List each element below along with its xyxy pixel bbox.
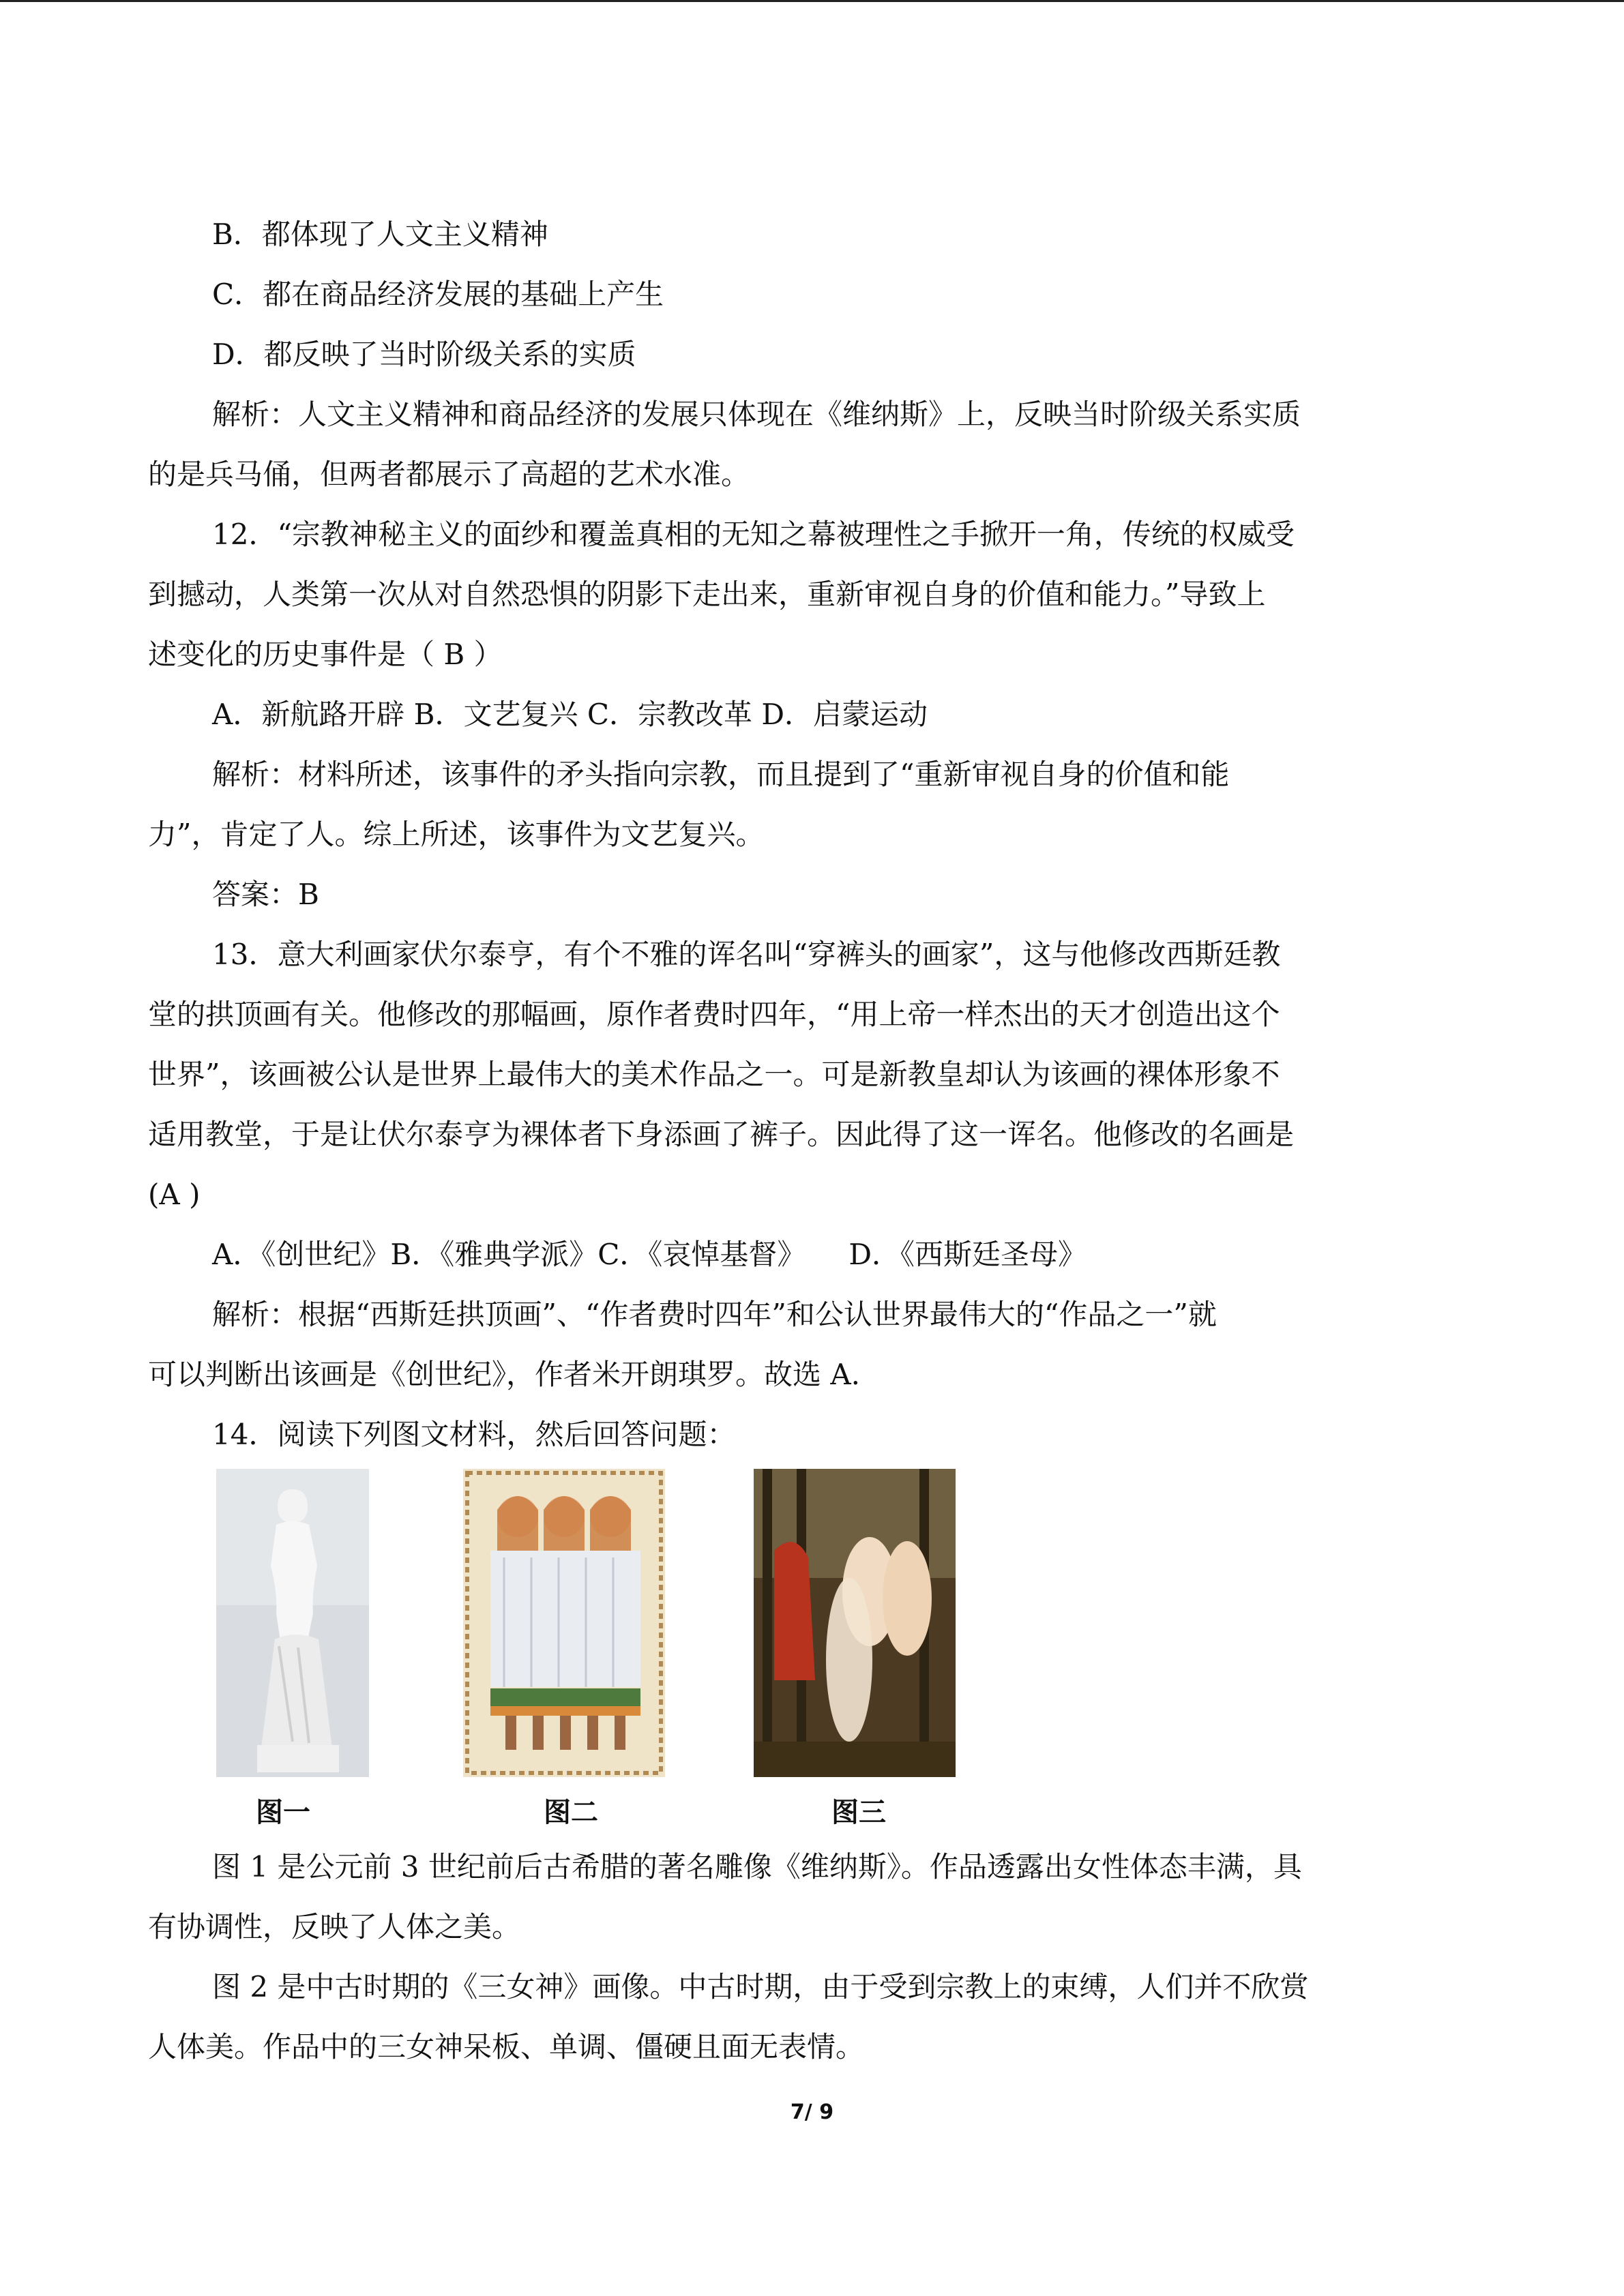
question-12-options: A．新航路开辟 B．文艺复兴 C．宗教改革 D．启蒙运动: [212, 698, 928, 731]
top-border-rule: [0, 0, 1624, 2]
figure-2-label: 图二: [544, 1797, 598, 1828]
page-number: 7/ 9: [790, 2100, 834, 2124]
answer-12: 答案：B: [212, 878, 319, 911]
analysis-13-line-2: 可以判断出该画是《创世纪》，作者米开朗琪罗。故选 A.: [148, 1358, 861, 1391]
figure-1-description-line-2: 有协调性，反映了人体之美。: [148, 1910, 521, 1943]
figure-1-label: 图一: [256, 1797, 310, 1828]
figure-3-label: 图三: [831, 1797, 886, 1828]
question-13-line-1: 13．意大利画家伏尔泰亨，有个不雅的诨名叫“穿裤头的画家”，这与他修改西斯廷教: [212, 938, 1281, 971]
figure-1-description-line-1: 图 1 是公元前 3 世纪前后古希腊的著名雕像《维纳斯》。作品透露出女性体态丰满，具: [212, 1850, 1302, 1883]
analysis-11-line-1: 解析：人文主义精神和商品经济的发展只体现在《维纳斯》上，反映当时阶级关系实质: [212, 398, 1301, 431]
three-graces-renaissance-image: [754, 1469, 956, 1777]
question-13-line-4: 适用教堂，于是让伏尔泰亨为裸体者下身添画了裤子。因此得了这一诨名。他修改的名画是: [148, 1118, 1295, 1151]
analysis-12-line-1: 解析：材料所述，该事件的矛头指向宗教，而且提到了“重新审视自身的价值和能: [212, 758, 1230, 791]
question-12-line-1: 12．“宗教神秘主义的面纱和覆盖真相的无知之幕被理性之手掀开一角，传统的权威受: [212, 518, 1295, 551]
option-c-line: C．都在商品经济发展的基础上产生: [212, 278, 664, 311]
analysis-11-line-2: 的是兵马俑，但两者都展示了高超的艺术水准。: [148, 458, 750, 491]
venus-statue-image: [216, 1469, 369, 1777]
figure-labels: [148, 1783, 1456, 1837]
figure-2-description-line-1: 图 2 是中古时期的《三女神》画像。中古时期，由于受到宗教上的束缚，人们并不欣赏: [212, 1970, 1309, 2003]
question-13-line-2: 堂的拱顶画有关。他修改的那幅画，原作者费时四年，“用上帝一样杰出的天才创造出这个: [148, 998, 1280, 1031]
question-13-line-3: 世界”，该画被公认是世界上最伟大的美术作品之一。可是新教皇却认为该画的裸体形象不: [148, 1058, 1280, 1091]
analysis-12-line-2: 力”，肯定了人。综上所述，该事件为文艺复兴。: [148, 818, 765, 851]
three-graces-medieval-image: [463, 1469, 665, 1777]
document-body: [148, 205, 1456, 2077]
question-13-options: A．《创世纪》B．《雅典学派》C．《哀悼基督》 D．《西斯廷圣母》: [212, 1238, 1087, 1271]
question-12-line-3: 述变化的历史事件是（ B ）: [148, 638, 503, 671]
question-13-answer-mark: (A ): [148, 1178, 201, 1211]
figure-2-description-line-2: 人体美。作品中的三女神呆板、单调、僵硬且面无表情。: [148, 2030, 865, 2063]
option-b-line: B．都体现了人文主义精神: [212, 218, 548, 251]
figure-row: [148, 1469, 1456, 1783]
option-d-line: D．都反映了当时阶级关系的实质: [212, 338, 636, 371]
question-14-line-1: 14．阅读下列图文材料，然后回答问题：: [212, 1418, 736, 1451]
analysis-13-line-1: 解析：根据“西斯廷拱顶画”、“作者费时四年”和公认世界最伟大的“作品之一”就: [212, 1298, 1217, 1331]
question-12-line-2: 到撼动，人类第一次从对自然恐惧的阴影下走出来，重新审视自身的价值和能力。”导致上: [148, 578, 1266, 611]
